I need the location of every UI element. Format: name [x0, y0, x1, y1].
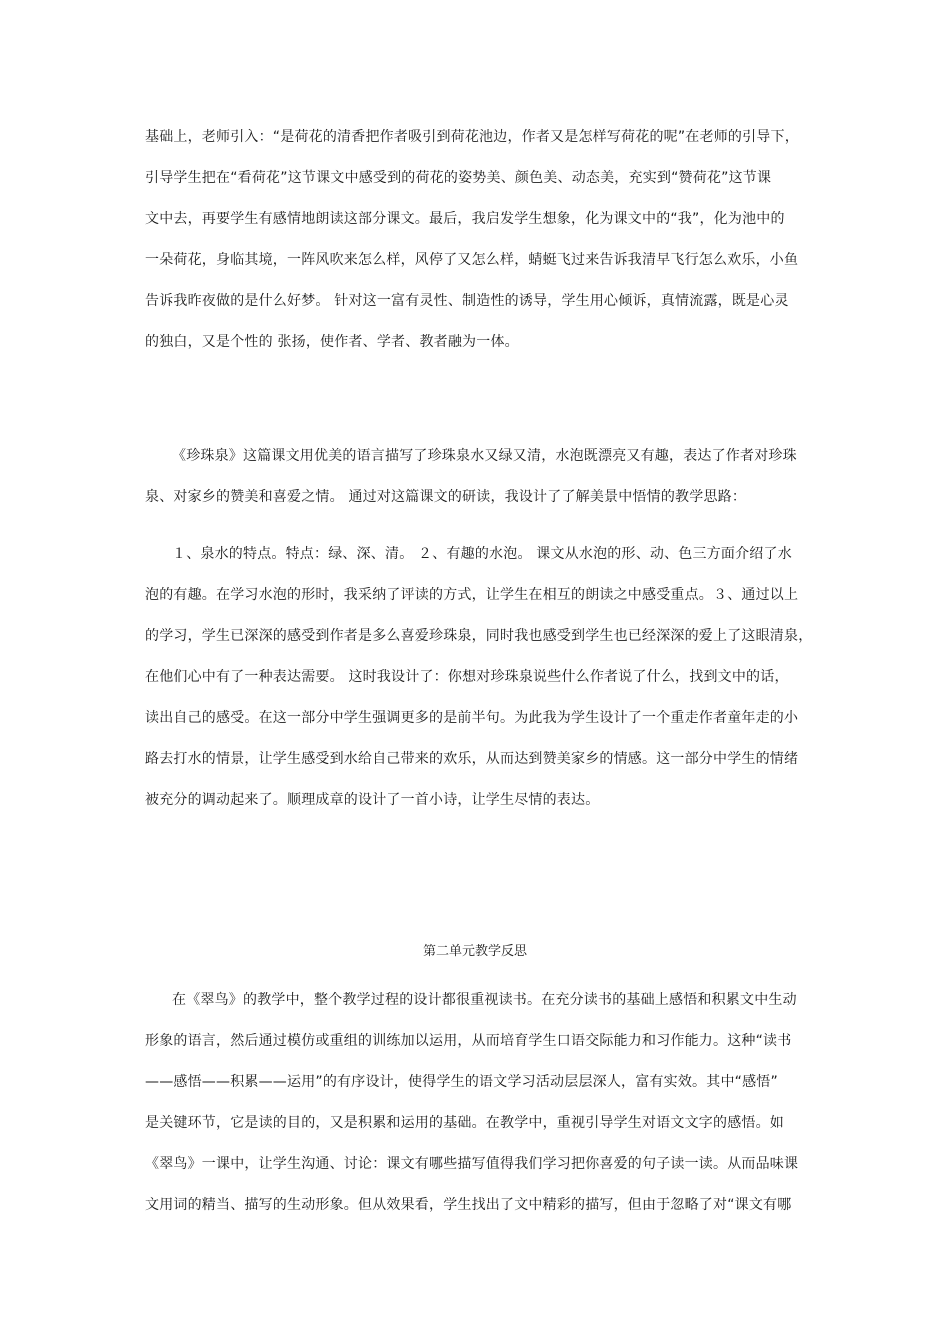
- text-line: 告诉我昨夜做的是什么好梦。 针对这一富有灵性、制造性的诱导，学生用心倾诉，真情流露，既是心灵: [145, 293, 789, 309]
- text-line: 被充分的调动起来了。顺理成章的设计了一首小诗，让学生尽情的表达。: [145, 792, 600, 808]
- text-line: 《翠鸟》一课中，让学生沟通、讨论：课文有哪些描写值得我们学习把你喜爱的句子读一读。从而品味课: [145, 1156, 799, 1172]
- text-line: 文中去，再要学生有感情地朗读这部分课文。最后，我启发学生想象，化为课文中的“我”，化为池中的: [145, 211, 785, 227]
- text-line: 在《翠鸟》的教学中，整个教学过程的设计都很重视读书。在充分读书的基础上感悟和积累文中生动: [172, 992, 797, 1008]
- text-line: 在他们心中有了一种表达需要。 这时我设计了：你想对珍珠泉说些什么作者说了什么，找到文中的话，: [145, 669, 789, 685]
- text-line: 泉、对家乡的赞美和喜爱之情。 通过对这篇课文的研读，我设计了了解美景中悟情的教学思路：: [145, 489, 747, 505]
- text-line: 基础上，老师引入：“是荷花的清香把作者吸引到荷花池边，作者又是怎样写荷花的呢”在老师的引导下，: [145, 129, 799, 145]
- text-line: 读出自己的感受。在这一部分中学生强调更多的是前半句。为此我为学生设计了一个重走作者童年走的小: [145, 710, 799, 726]
- text-line: 的学习，学生已深深的感受到作者是多么喜爱珍珠泉，同时我也感受到学生也已经深深的爱上了这眼清泉，: [145, 628, 813, 644]
- text-line: ——感悟——积累——运用”的有序设计，使得学生的语文学习活动层层深人，富有实效。其中“感悟”: [145, 1074, 778, 1090]
- text-line: 泡的有趣。在学习水泡的形时，我采纳了评读的方式，让学生在相互的朗读之中感受重点。３、通过以上: [145, 587, 799, 603]
- section-title: 第二单元教学反思: [422, 944, 527, 959]
- text-line: 文用词的精当、描写的生动形象。但从效果看，学生找出了文中精彩的描写，但由于忽略了对“课文有哪: [145, 1197, 792, 1213]
- text-line: １、泉水的特点。特点：绿、深、清。 ２、有趣的水泡。 课文从水泡的形、动、色三方面介绍了水: [172, 546, 792, 562]
- text-line: 一朵荷花，身临其境，一阵风吹来怎么样，风停了又怎么样，蜻蜓飞过来告诉我清早飞行怎么欢乐，小鱼: [145, 252, 799, 268]
- text-line: 是关键环节，它是读的目的，又是积累和运用的基础。在教学中，重视引导学生对语文文字的感悟。如: [145, 1115, 784, 1131]
- text-line: 路去打水的情景，让学生感受到水给自己带来的欢乐，从而达到赞美家乡的情感。这一部分中学生的情绪: [145, 751, 799, 767]
- text-line: 引导学生把在“看荷花”这节课文中感受到的荷花的姿势美、颜色美、动态美，充实到“赞荷花”这节课: [145, 170, 772, 186]
- text-line: 《珍珠泉》这篇课文用优美的语言描写了珍珠泉水又绿又清，水泡既漂亮又有趣，表达了作者对珍珠: [172, 448, 797, 464]
- text-line: 形象的语言，然后通过模仿或重组的训练加以运用，从而培育学生口语交际能力和习作能力。这种“读书: [145, 1033, 792, 1049]
- text-line: 的独白，又是个性的 张扬，使作者、学者、教者融为一体。: [145, 334, 519, 350]
